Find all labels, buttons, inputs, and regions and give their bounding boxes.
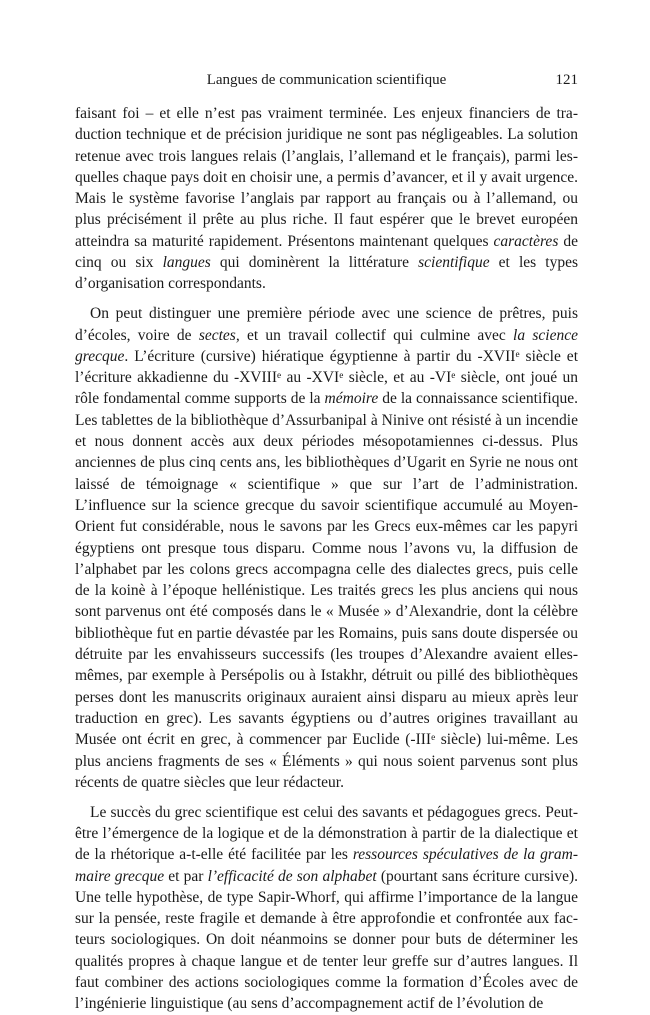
italic-run: sectes, [198, 326, 240, 344]
italic-run: caractères [493, 232, 559, 250]
superscript: e [431, 733, 436, 744]
superscript: e [276, 370, 282, 381]
text-run: de cinq ou six [75, 232, 578, 272]
paragraph-early-science [75, 303, 578, 793]
running-title: Langues de communication scientifique [206, 72, 447, 88]
text-run: Le succès du grec scientifique est celui des savants et pédagogues grecs. Peut-être l’émergence de la logique et de la démonstration à partir de la dialectique et de la rhétorique a-t-elle été facilitée par les [75, 803, 578, 864]
page-number: 121 [555, 72, 578, 88]
superscript: e [451, 370, 456, 381]
text-run: siècle) lui-même. Les plus anciens fragments de ses « Éléments » qui nous soient parvenus sont plus récents de quatre siècles que leur rédacteur. [75, 731, 578, 791]
text-run: siècle, et au -VI [343, 369, 452, 387]
paragraph-continued [75, 103, 578, 295]
italic-run: ressources spéculatives de la grammaire grecque [75, 846, 579, 885]
italic-run: l’efficacité de son alphabet [207, 867, 377, 885]
text-run: au -XVI [281, 369, 340, 387]
italic-run: la science grecque [75, 326, 578, 365]
text-run: et les types d’organisation correspondants. [75, 254, 578, 293]
paragraph-greek-success [75, 802, 578, 1015]
body-text [75, 103, 578, 1015]
running-header [75, 72, 578, 92]
italic-run: scientifique [418, 254, 490, 272]
text-run: qui dominèrent la littérature [210, 254, 419, 272]
text-run: et un travail collectif qui culmine avec [239, 326, 514, 344]
superscript: e [339, 370, 344, 381]
superscript: e [515, 349, 520, 360]
text-run: siècle, ont joué un rôle fondamental comme supports de la [75, 369, 578, 408]
text-run: faisant foi – et elle n’est pas vraiment terminée. Les enjeux financiers de traduction technique et de précision juridique ne sont pas négligeables. La solution retenue avec trois langues relais (l’anglais, l’allemand et le français), parmi lesquelles chaque pays doit en choisir une, a permis d’avancer, et il y avait urgence. Mais le système favorise l’anglais par rapport au français ou à l’allemand, ou plus précisément il prête au plus riche. Il faut espérer que le brevet européen atteindra sa maturité rapidement. Présentons maintenant quelques [75, 105, 578, 250]
text-run: On peut distinguer une première période avec une science de prêtres, puis d’écoles, voire de [75, 305, 578, 344]
text-run: . L’écriture (cursive) hiératique égyptienne à partir du -XVII [124, 347, 516, 365]
text-run: siècle et l’écriture akkadienne du -XVIII [75, 347, 578, 387]
text-run: de la connaissance scientifique. Les tablettes de la bibliothèque d’Assurbanipal à Ninive ont résisté à un incendie et nous donnent accès aux deux périodes mésopotamiennes ci-dessus. Plus anciennes de plus cinq cents ans, les bibliothèques d’Ugarit en Syrie ne nous ont laissé de témoignage « scientifique » que sur l’art de l’administration. L’influence sur la science grecque du savoir scientifique accumulé au Moyen-Orient fut considérable, nous le savons par les Grecs eux-mêmes car les papyri égyptiens ont presque tous disparu. Comme nous l’avons vu, la diffusion de l’alphabet par les colons grecs accompagna celle des dialectes grecs, puis celle de la koinè à l’époque hellénistique. Les traités grecs les plus anciens qui nous sont parvenus ont été composés dans le « Musée » d’Alexandrie, dont la célèbre bibliothèque fut en partie dévastée par les Romains, puis sans doute dispersée ou détruite par les envahisseurs successifs (les troupes d’Alexandre avaient elles-mêmes, par exemple à Persépolis ou à Istakhr, détruit ou pillé des bibliothèques perses dont les manuscrits originaux auraient ainsi disparu au mieux après leur traduction en grec). Les savants égyptiens ou d’autres origines travaillant au Musée ont écrit en grec, à commencer par Euclide (-III [75, 390, 578, 749]
italic-run: mémoire [324, 390, 379, 408]
italic-run: langues [162, 254, 211, 272]
text-run: et par [164, 867, 208, 885]
text-run: (pourtant sans écriture cursive). Une telle hypothèse, de type Sapir-Whorf, qui affirme l’importance de la langue sur la pensée, reste fragile et demande à être approfondie et confrontée aux facteurs sociologiques. On doit néanmoins se donner pour buts de déterminer les qualités propres à chaque langue et de tenter leur greffe sur d’autres langues. Il faut combiner des actions sociologiques comme la formation d’Écoles avec de l’ingénierie linguistique (au sens d’accompagnement actif de l’évolution de [75, 867, 578, 1013]
